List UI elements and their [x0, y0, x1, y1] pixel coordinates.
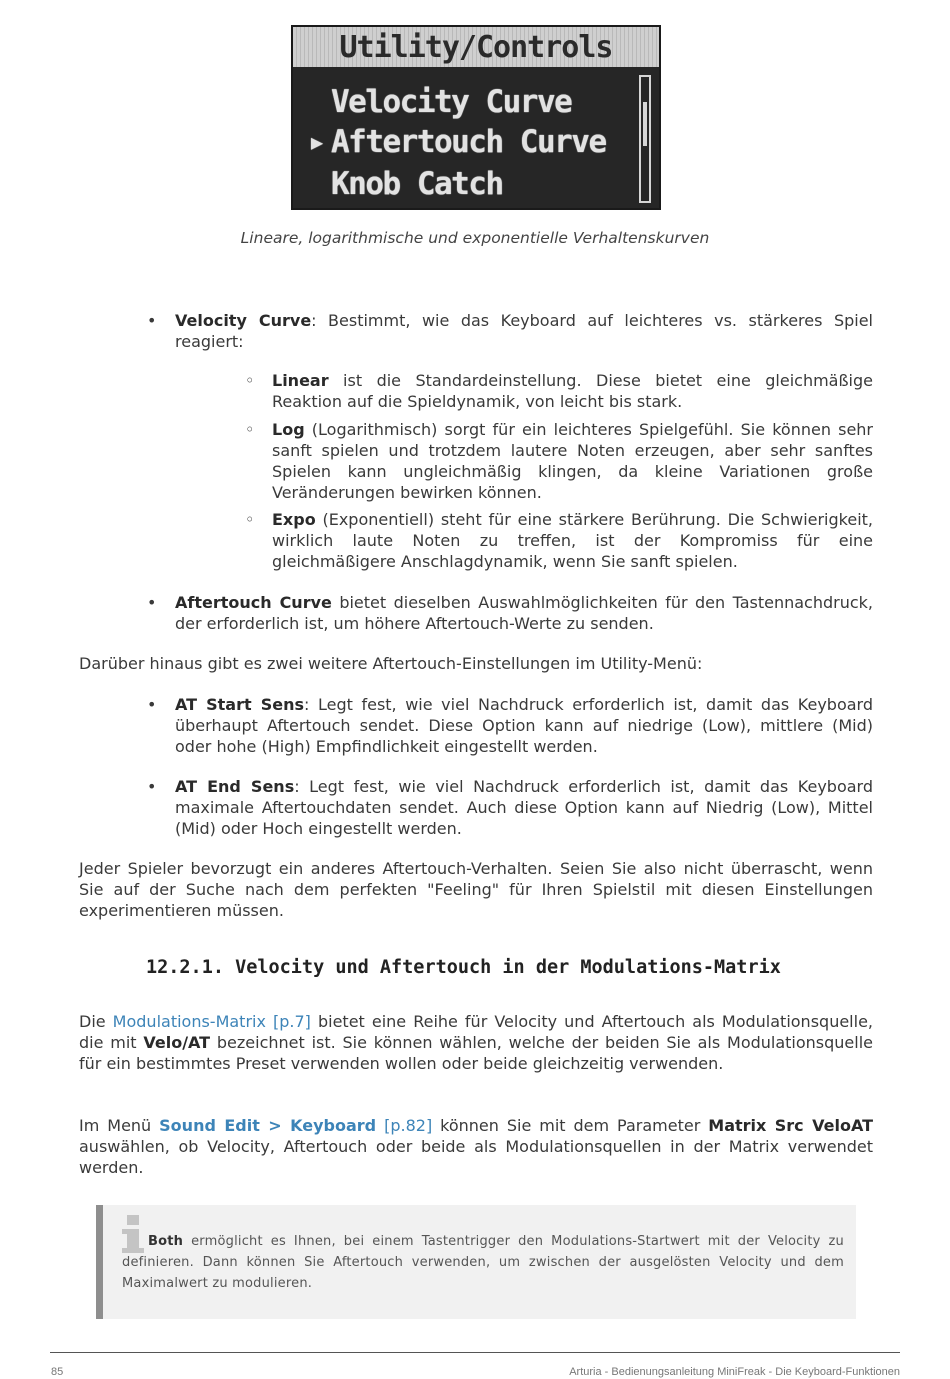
- footer-divider: [50, 1352, 900, 1353]
- lcd-screen-photo: [291, 25, 661, 210]
- sub-bullet-dot: ◦: [245, 510, 255, 529]
- bullet-dot: •: [147, 777, 157, 796]
- bullet-dot: •: [147, 695, 157, 714]
- velocity-curve-term: Velocity Curve: [175, 311, 312, 330]
- lcd-item-knob-catch: Knob Catch: [331, 166, 503, 202]
- note-text: Both ermöglicht es Ihnen, bei einem Tastentrigger den Modulations-Startwert mit der Velocity zu definieren. Dann können Sie Aftertouch verwenden, um zwischen der ausgelösten Velocity und dem Maximalwert zu modulieren.: [122, 1234, 844, 1291]
- intro-paragraph: Darüber hinaus gibt es zwei weitere Aftertouch-Einstellungen im Utility-Menü:: [79, 654, 703, 673]
- sound-edit-keyboard-link[interactable]: Sound Edit > Keyboard [p.82]: [159, 1116, 433, 1135]
- mod-matrix-paragraph: Die Modulations-Matrix [p.7] bietet eine Reihe für Velocity und Aftertouch als Modulationsquelle, die mit Velo/AT bezeichnet ist. Sie können wählen, welche der beiden Sie als Modulationsquelle für ein bestimmtes Preset verwenden wollen oder beide gleichzeitig verwenden.: [79, 1012, 874, 1073]
- at-end-sens-item: AT End Sens: Legt fest, wie viel Nachdruck erforderlich ist, damit das Keyboard maximale Aftertouchdaten sendet. Auch diese Option kann auf Niedrig (Low), Mittel (Mid) oder Hoch eingestellt werden.: [175, 777, 873, 838]
- info-note-box: [96, 1205, 856, 1319]
- lcd-scrollbar: [639, 75, 651, 203]
- lcd-scrollbar-thumb: [643, 102, 647, 146]
- section-heading: 12.2.1. Velocity und Aftertouch in der Modulations-Matrix: [146, 957, 781, 978]
- bullet-dot: •: [147, 311, 157, 330]
- closing-paragraph: Jeder Spieler bevorzugt ein anderes Aftertouch-Verhalten. Seien Sie also nicht überrascht, wenn Sie auf der Suche nach dem perfekten "Feeling" für Ihren Spielstil mit diesen Einstellungen experimentieren müssen.: [79, 859, 873, 920]
- modulations-matrix-link[interactable]: Modulations-Matrix [p.7]: [112, 1012, 311, 1031]
- curve-option-linear: Linear ist die Standardeinstellung. Diese bietet eine gleichmäßige Reaktion auf die Spieldynamik, von leicht bis stark.: [272, 371, 873, 411]
- sub-bullet-dot: ◦: [245, 420, 255, 439]
- aftertouch-curve-term: Aftertouch Curve: [175, 593, 332, 612]
- lcd-item-aftertouch-curve: ▶ Aftertouch Curve: [311, 124, 606, 160]
- aftertouch-curve-item: Aftertouch Curve bietet dieselben Auswahlmöglichkeiten für den Tastennachdruck, der erforderlich ist, um höhere Aftertouch-Werte zu senden.: [175, 593, 874, 633]
- page-number: 85: [51, 1366, 64, 1378]
- lcd-item-velocity-curve: Velocity Curve: [331, 84, 572, 120]
- selection-arrow-icon: ▶: [311, 130, 322, 154]
- curve-option-log: Log (Logarithmisch) sorgt für ein leichteres Spielgefühl. Sie können sehr sanft spielen und trotzdem lautere Noten erzeugen, aber sehr sanftes Spielen kann ungleichmäßig klingen, da kleine Variationen große Veränderungen bewirken können.: [272, 420, 873, 502]
- sub-bullet-dot: ◦: [245, 371, 255, 390]
- velocity-curve-item: Velocity Curve: Bestimmt, wie das Keyboard auf leichteres vs. stärkeres Spiel reagiert:: [175, 311, 873, 351]
- footer-title: Arturia - Bedienungsanleitung MiniFreak - Die Keyboard-Funktionen: [569, 1366, 900, 1378]
- lcd-menu-title: Utility/Controls: [293, 27, 659, 67]
- bullet-dot: •: [147, 593, 157, 612]
- curve-option-expo: Expo (Exponentiell) steht für eine stärkere Berührung. Die Schwierigkeit, wirklich laute Noten zu treffen, ist der Kompromiss für eine gleichmäßigere Anschlagdynamik, wenn Sie sanft spielen.: [272, 510, 873, 571]
- at-start-sens-item: AT Start Sens: Legt fest, wie viel Nachdruck erforderlich ist, damit das Keyboard überhaupt Aftertouch sendet. Diese Option kann auf niedrige (Low), mittlere (Mid) oder hohe (High) Empfindlichkeit eingestellt werden.: [175, 695, 874, 756]
- figure-caption: Lineare, logarithmische und exponentielle Verhaltenskurven: [240, 229, 710, 247]
- menu-paragraph: Im Menü Sound Edit > Keyboard [p.82] können Sie mit dem Parameter Matrix Src VeloAT auswählen, ob Velocity, Aftertouch oder beide als Modulationsquellen in der Matrix verwendet werden.: [79, 1116, 874, 1177]
